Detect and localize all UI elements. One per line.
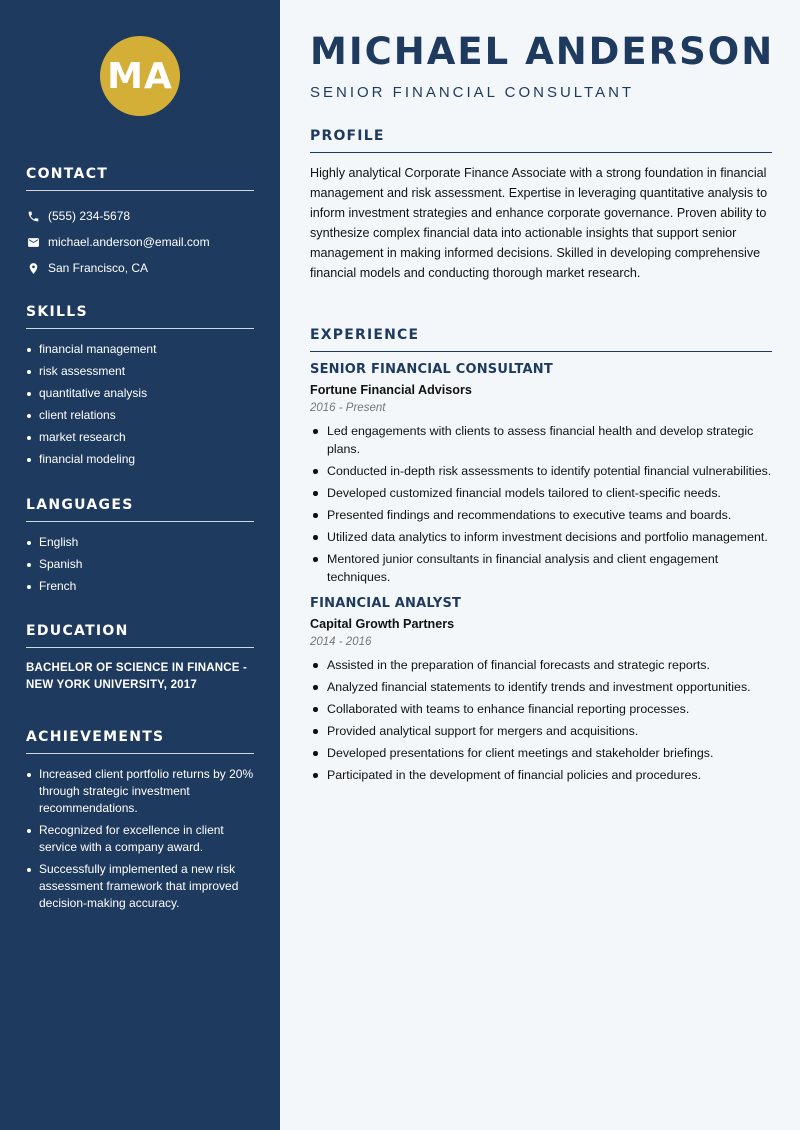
contact-email: [26, 229, 254, 255]
duty-item: Developed presentations for client meetings and stakeholder briefings.: [310, 744, 772, 762]
duty-item: Developed customized financial models tailored to client-specific needs.: [310, 484, 772, 502]
duty-item: Led engagements with clients to assess financial health and develop strategic plans.: [310, 422, 772, 458]
achievement-item: Increased client portfolio returns by 20% through strategic investment recommendations.: [26, 766, 254, 817]
contact-phone: [26, 203, 254, 229]
contact-location: [26, 255, 254, 281]
sidebar: [0, 0, 280, 1130]
job-role: SENIOR FINANCIAL CONSULTANT: [310, 362, 553, 377]
skills-list: [26, 341, 254, 468]
contact-location-text: San Francisco, CA: [48, 261, 149, 275]
skill-item: market research: [26, 429, 254, 446]
duty-item: Collaborated with teams to enhance financial reporting processes.: [310, 700, 772, 718]
languages-list: [26, 534, 254, 595]
skill-item: financial modeling: [26, 451, 254, 468]
education-degree: BACHELOR OF SCIENCE IN FINANCE - NEW YORK UNIVERSITY, 2017: [26, 662, 248, 691]
language-item: English: [26, 534, 254, 551]
languages-heading: LANGUAGES: [26, 497, 254, 522]
job-role: FINANCIAL ANALYST: [310, 596, 462, 611]
contact-heading: CONTACT: [26, 166, 254, 191]
avatar: [100, 36, 180, 116]
skill-item: client relations: [26, 407, 254, 424]
duty-item: Conducted in-depth risk assessments to identify potential financial vulnerabilities.: [310, 462, 772, 480]
language-item: French: [26, 578, 254, 595]
contact-email-text[interactable]: michael.anderson@email.com: [48, 235, 210, 249]
education-section: [26, 623, 254, 694]
candidate-name: MICHAEL ANDERSON: [310, 30, 775, 73]
location-icon: [26, 261, 40, 275]
duty-item: Analyzed financial statements to identify trends and investment opportunities.: [310, 678, 772, 696]
job-entry: [310, 596, 772, 784]
experience-heading: EXPERIENCE: [310, 327, 772, 352]
job-duties: [310, 656, 772, 784]
job-dates: 2016 - Present: [310, 402, 386, 414]
profile-heading: PROFILE: [310, 128, 772, 153]
duty-item: Assisted in the preparation of financial forecasts and strategic reports.: [310, 656, 772, 674]
skill-item: financial management: [26, 341, 254, 358]
email-icon: [26, 235, 40, 249]
avatar-initials: MA: [107, 55, 173, 97]
education-heading: EDUCATION: [26, 623, 254, 648]
achievement-item: Recognized for excellence in client service with a company award.: [26, 822, 254, 856]
job-company: Capital Growth Partners: [310, 617, 455, 631]
duty-item: Presented findings and recommendations to executive teams and boards.: [310, 506, 772, 524]
achievements-heading: ACHIEVEMENTS: [26, 729, 254, 754]
duty-item: Participated in the development of financial policies and procedures.: [310, 766, 772, 784]
phone-icon: [26, 209, 40, 223]
skill-item: risk assessment: [26, 363, 254, 380]
skill-item: quantitative analysis: [26, 385, 254, 402]
achievements-list: [26, 766, 254, 912]
candidate-title: SENIOR FINANCIAL CONSULTANT: [310, 84, 635, 101]
contact-phone-text[interactable]: (555) 234-5678: [48, 209, 131, 223]
duty-item: Utilized data analytics to inform investment decisions and portfolio management.: [310, 528, 772, 546]
skills-heading: SKILLS: [26, 304, 254, 329]
job-company: Fortune Financial Advisors: [310, 383, 472, 397]
language-item: Spanish: [26, 556, 254, 573]
job-entry: [310, 362, 772, 586]
languages-section: [26, 497, 254, 600]
contact-section: [26, 166, 254, 281]
job-duties: [310, 422, 772, 586]
job-dates: 2014 - 2016: [310, 636, 372, 648]
achievement-item: Successfully implemented a new risk assessment framework that improved decision-making accuracy.: [26, 861, 254, 912]
experience-section: [310, 327, 772, 794]
skills-section: [26, 304, 254, 473]
achievements-section: [26, 729, 254, 917]
profile-text: Highly analytical Corporate Finance Associate with a strong foundation in financial management and risk assessment. Expertise in leveraging quantitative analysis to inform investment strategies and enhance corporate governance. Proven ability to synthesize complex financial data into actionable insights that support senior management in making informed decisions. Skilled in developing comprehensive financial models and conducting thorough market research.: [310, 166, 768, 280]
duty-item: Mentored junior consultants in financial analysis and client engagement techniques.: [310, 550, 772, 586]
profile-section: [310, 128, 772, 283]
duty-item: Provided analytical support for mergers and acquisitions.: [310, 722, 772, 740]
